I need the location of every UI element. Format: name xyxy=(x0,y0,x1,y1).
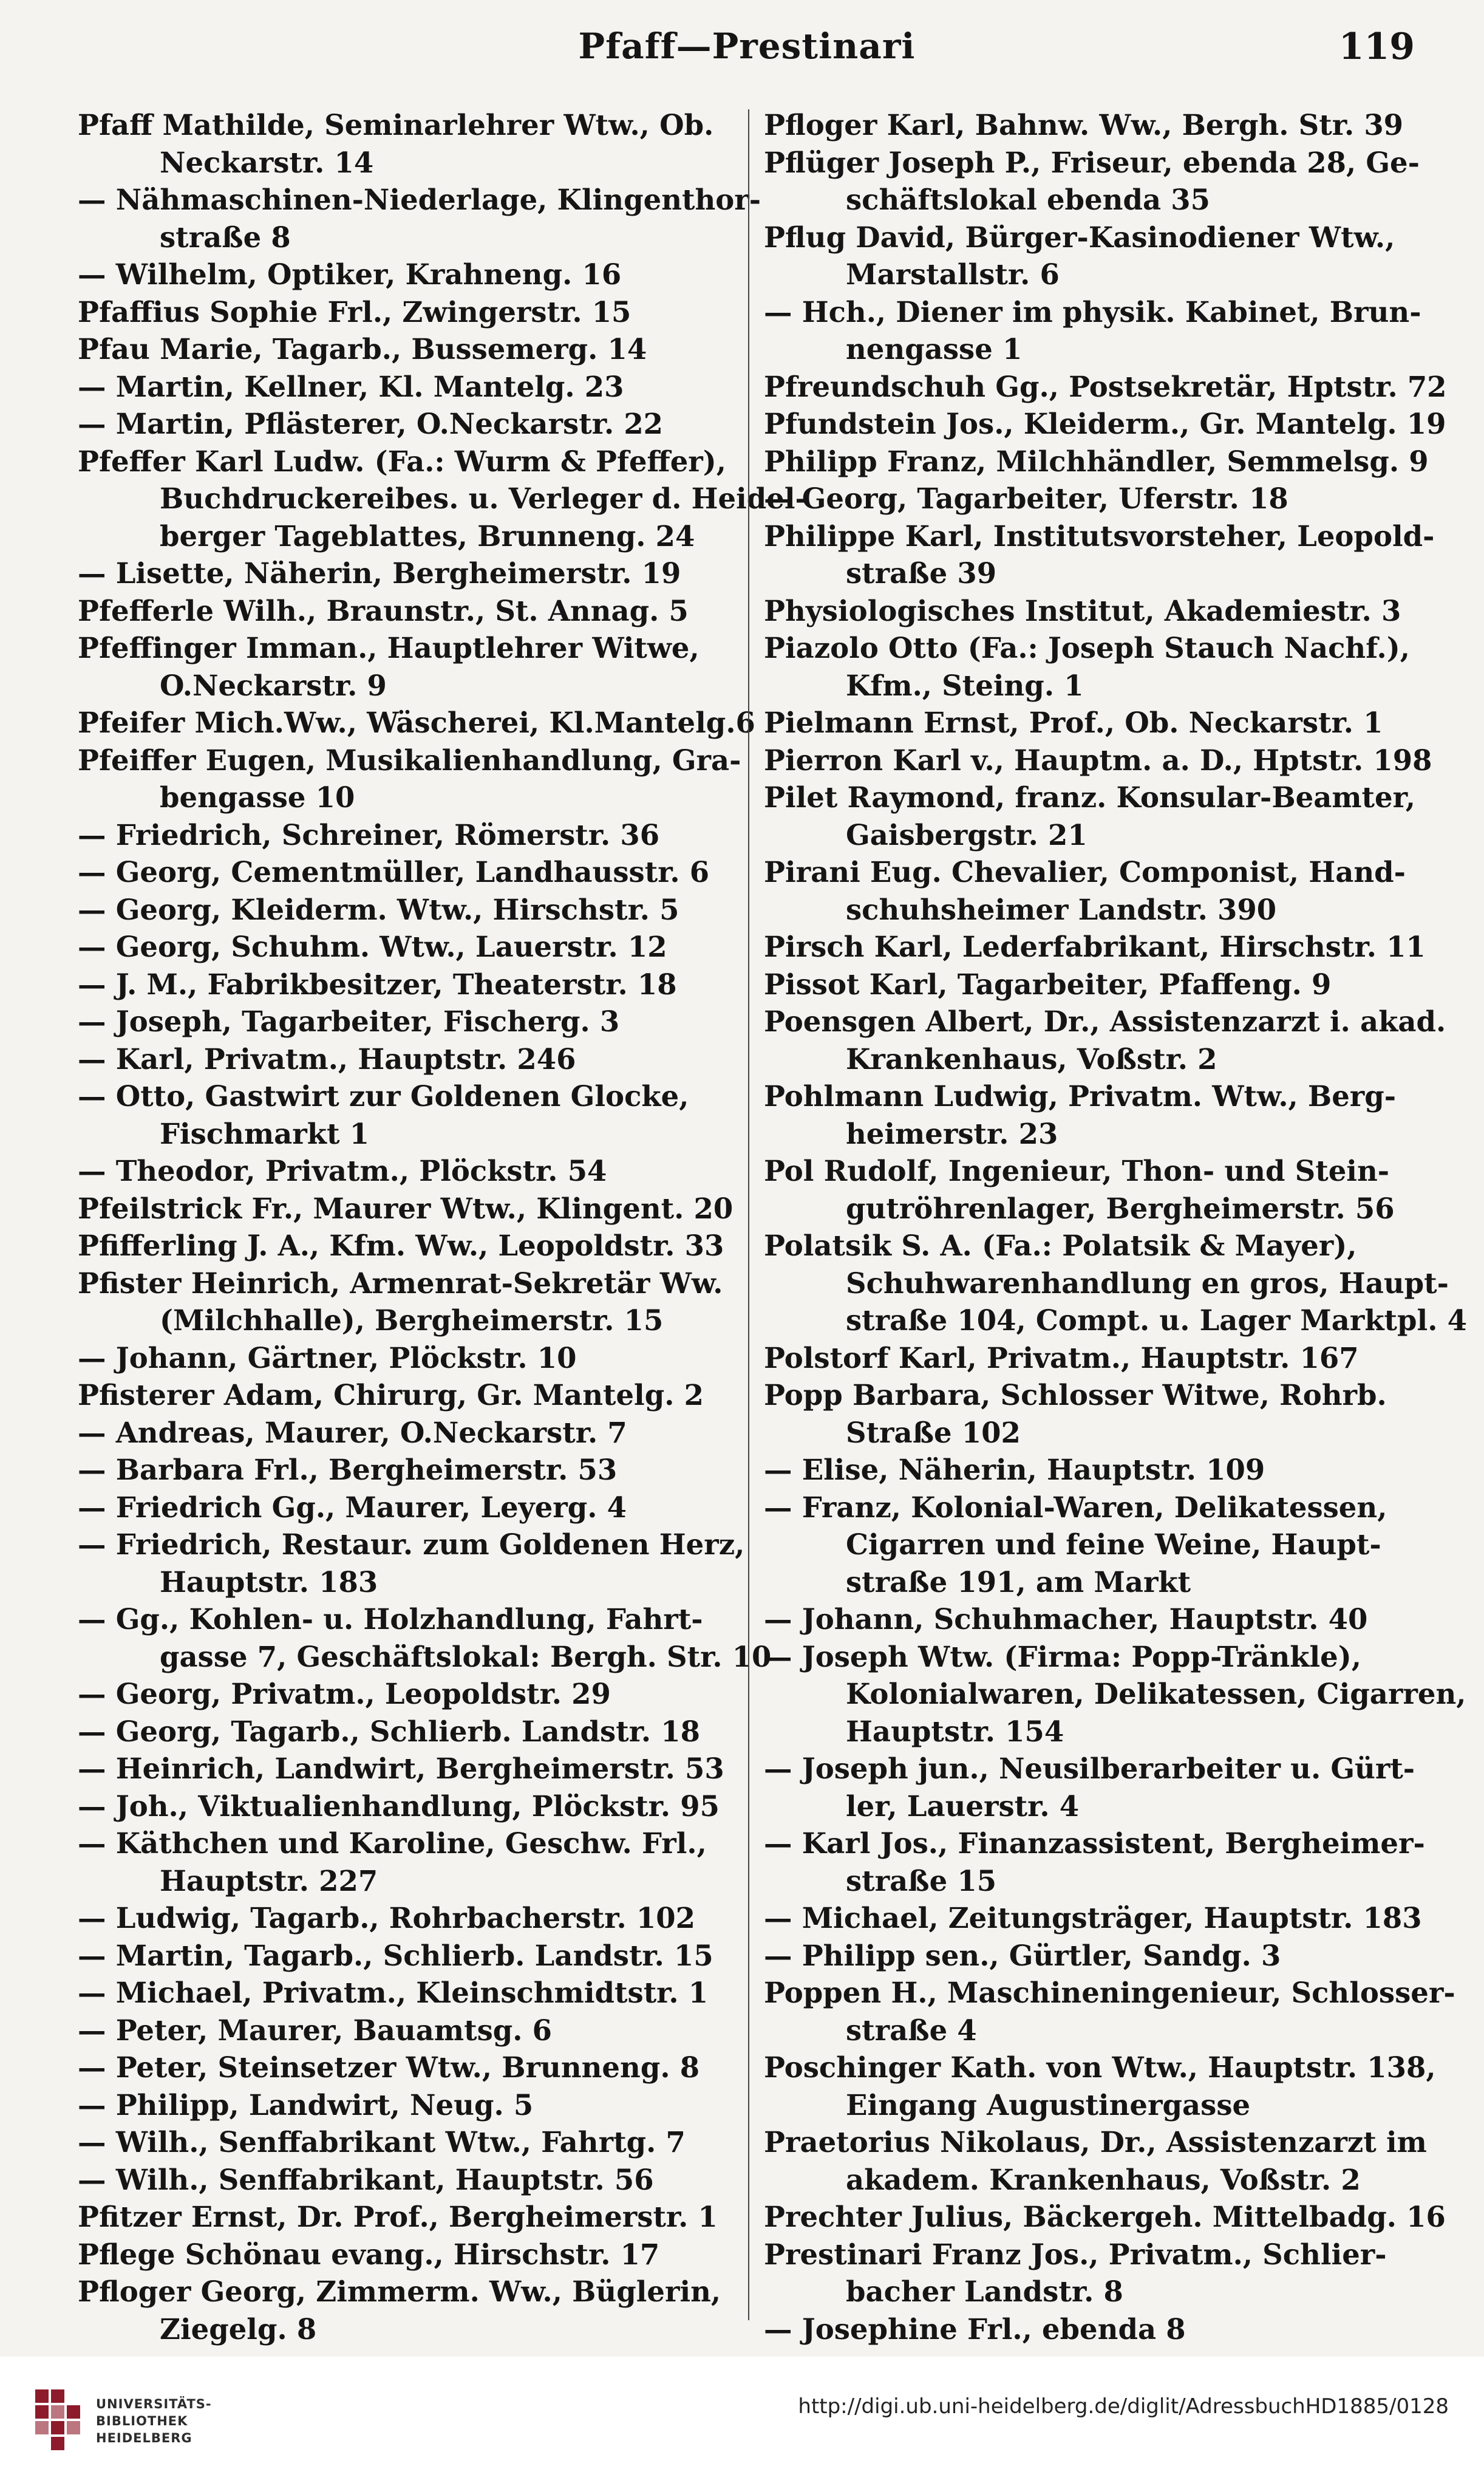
directory-entry-line: Pflug David, Bürger-Kasinodiener Wtw., xyxy=(764,220,1395,254)
column-divider xyxy=(748,109,749,2320)
page-header xyxy=(79,26,1415,80)
directory-entry-line: Pilet Raymond, franz. Konsular-Beamter, xyxy=(764,780,1415,814)
entry-continuation-line: bengasse 10 xyxy=(160,780,355,814)
directory-entry-line: — Philipp sen., Gürtler, Sandg. 3 xyxy=(764,1938,1281,1972)
directory-entry-line: Pfister Heinrich, Armenrat-Sekretär Ww. xyxy=(78,1266,723,1300)
directory-entry-line: — Philipp, Landwirt, Neug. 5 xyxy=(78,2088,534,2122)
directory-entry-line: — Andreas, Maurer, O.Neckarstr. 7 xyxy=(78,1415,627,1449)
directory-entry-line: — Georg, Privatm., Leopoldstr. 29 xyxy=(78,1677,611,1710)
directory-entry-line: Pfeilstrick Fr., Maurer Wtw., Klingent. 20 xyxy=(78,1191,733,1225)
entry-continuation-line: Ziegelg. 8 xyxy=(160,2312,317,2346)
directory-entry-line: — Peter, Steinsetzer Wtw., Brunneng. 8 xyxy=(78,2051,700,2084)
directory-entry-line: Pielmann Ernst, Prof., Ob. Neckarstr. 1 xyxy=(764,706,1383,739)
directory-entry-line: — Karl Jos., Finanzassistent, Bergheimer- xyxy=(764,1826,1425,1860)
entry-continuation-line: straße 8 xyxy=(160,220,291,254)
directory-entry-line: — Joseph Wtw. (Firma: Popp-Tränkle), xyxy=(764,1639,1361,1673)
directory-entry-line: — Martin, Kellner, Kl. Mantelg. 23 xyxy=(78,369,624,403)
directory-entry-line: Pol Rudolf, Ingenieur, Thon- und Stein- xyxy=(764,1154,1390,1187)
entry-continuation-line: Gaisbergstr. 21 xyxy=(846,818,1087,852)
logo-line-3: HEIDELBERG xyxy=(96,2431,192,2445)
directory-entry-line: — Martin, Tagarb., Schlierb. Landstr. 15 xyxy=(78,1938,713,1972)
entry-continuation-line: Fischmarkt 1 xyxy=(160,1116,370,1150)
directory-entry-line: Pfau Marie, Tagarb., Bussemerg. 14 xyxy=(78,332,647,366)
directory-entry-line: — Georg, Tagarb., Schlierb. Landstr. 18 xyxy=(78,1714,701,1748)
left-column xyxy=(78,106,807,2348)
directory-entry-line: — Michael, Zeitungsträger, Hauptstr. 183 xyxy=(764,1901,1422,1935)
directory-entry-line: — Elise, Näherin, Hauptstr. 109 xyxy=(764,1453,1265,1486)
directory-entry-line: Pissot Karl, Tagarbeiter, Pfaffeng. 9 xyxy=(764,967,1332,1001)
entry-continuation-line: straße 104, Compt. u. Lager Marktpl. 4 xyxy=(846,1303,1467,1337)
directory-entry-line: — Barbara Frl., Bergheimerstr. 53 xyxy=(78,1453,618,1486)
entry-continuation-line: Cigarren und feine Weine, Haupt- xyxy=(846,1528,1381,1561)
directory-entry-line: Pfefferle Wilh., Braunstr., St. Annag. 5 xyxy=(78,593,689,627)
directory-entry-line: Pfaffius Sophie Frl., Zwingerstr. 15 xyxy=(78,295,631,329)
directory-entry-line: Pfaff Mathilde, Seminarlehrer Wtw., Ob. xyxy=(78,108,714,142)
entry-continuation-line: berger Tageblattes, Brunneng. 24 xyxy=(160,519,695,553)
directory-entry-line: Pfisterer Adam, Chirurg, Gr. Mantelg. 2 xyxy=(78,1378,704,1412)
directory-entry-line: — Johann, Gärtner, Plöckstr. 10 xyxy=(78,1341,577,1375)
directory-entry-line: — Martin, Pflästerer, O.Neckarstr. 22 xyxy=(78,407,664,440)
entry-continuation-line: straße 4 xyxy=(846,2013,977,2047)
entry-continuation-line: heimerstr. 23 xyxy=(846,1116,1058,1150)
entry-continuation-line: straße 39 xyxy=(846,556,997,590)
directory-entry-line: Pflüger Joseph P., Friseur, ebenda 28, Ge- xyxy=(764,145,1420,179)
directory-entry-line: — Friedrich, Restaur. zum Goldenen Herz, xyxy=(78,1528,745,1561)
running-title: Pfaff—Prestinari xyxy=(578,26,916,67)
entry-continuation-line: Eingang Augustinergasse xyxy=(846,2088,1251,2122)
entry-continuation-line: schäftslokal ebenda 35 xyxy=(846,183,1211,216)
logo-line-1: UNIVERSITÄTS- xyxy=(96,2397,212,2411)
directory-entry-line: Poensgen Albert, Dr., Assistenzarzt i. akad. xyxy=(764,1005,1446,1038)
directory-entry-line: Pfloger Karl, Bahnw. Ww., Bergh. Str. 39 xyxy=(764,108,1404,142)
directory-entry-line: — Wilh., Senffabrikant, Hauptstr. 56 xyxy=(78,2162,654,2196)
entry-continuation-line: gasse 7, Geschäftslokal: Bergh. Str. 10 xyxy=(160,1639,772,1673)
directory-entry-line: — Josephine Frl., ebenda 8 xyxy=(764,2312,1186,2346)
footer-bar xyxy=(0,2357,1484,2483)
right-column xyxy=(764,106,1467,2348)
entry-continuation-line: Hauptstr. 183 xyxy=(160,1565,378,1599)
directory-entry-line: — Georg, Kleiderm. Wtw., Hirschstr. 5 xyxy=(78,892,679,926)
directory-entry-line: — Otto, Gastwirt zur Goldenen Glocke, xyxy=(78,1079,689,1113)
directory-entry-line: — J. M., Fabrikbesitzer, Theaterstr. 18 xyxy=(78,967,677,1001)
directory-entry-line: — Georg, Schuhm. Wtw., Lauerstr. 12 xyxy=(78,930,667,963)
directory-entry-line: — Nähmaschinen-Niederlage, Klingenthor- xyxy=(78,183,761,216)
logo-line-2: BIBLIOTHEK xyxy=(96,2414,188,2428)
page-number: 119 xyxy=(1338,26,1415,68)
directory-entry-line: — Hch., Diener im physik. Kabinet, Brun- xyxy=(764,295,1421,329)
directory-entry-line: Pirani Eug. Chevalier, Componist, Hand- xyxy=(764,855,1406,889)
directory-entry-line: — Georg, Cementmüller, Landhausstr. 6 xyxy=(78,855,710,889)
entry-continuation-line: Hauptstr. 154 xyxy=(846,1714,1064,1748)
directory-entry-line: Philippe Karl, Institutsvorsteher, Leopold- xyxy=(764,519,1435,553)
directory-entry-line: — Ludwig, Tagarb., Rohrbacherstr. 102 xyxy=(78,1901,695,1935)
entry-continuation-line: Kfm., Steing. 1 xyxy=(846,668,1084,702)
entry-continuation-line: (Milchhalle), Bergheimerstr. 15 xyxy=(160,1303,664,1337)
entry-continuation-line: straße 191, am Markt xyxy=(846,1565,1191,1599)
directory-entry-line: Pirsch Karl, Lederfabrikant, Hirschstr. 11 xyxy=(764,930,1426,963)
directory-entry-line: — Friedrich Gg., Maurer, Leyerg. 4 xyxy=(78,1490,627,1524)
entry-continuation-line: nengasse 1 xyxy=(846,332,1023,366)
directory-entry-line: — Michael, Privatm., Kleinschmidtstr. 1 xyxy=(78,1976,709,2009)
entry-continuation-line: Krankenhaus, Voßstr. 2 xyxy=(846,1042,1217,1076)
directory-entry-line: — Heinrich, Landwirt, Bergheimerstr. 53 xyxy=(78,1752,724,1785)
entry-continuation-line: gutröhrenlager, Bergheimerstr. 56 xyxy=(846,1191,1395,1225)
directory-entry-line: Piazolo Otto (Fa.: Joseph Stauch Nachf.), xyxy=(764,631,1410,664)
directory-entry-line: — Joseph jun., Neusilberarbeiter u. Gürt- xyxy=(764,1752,1415,1785)
directory-entry-line: Polatsik S. A. (Fa.: Polatsik & Mayer), xyxy=(764,1229,1357,1262)
entry-continuation-line: bacher Landstr. 8 xyxy=(846,2275,1123,2308)
entry-continuation-line: straße 15 xyxy=(846,1863,997,1897)
source-url-link[interactable]: http://digi.ub.uni-heidelberg.de/diglit/AdressbuchHD1885/0128 xyxy=(798,2394,1449,2419)
directory-entry-line: Popp Barbara, Schlosser Witwe, Rohrb. xyxy=(764,1378,1387,1412)
directory-entry-line: — Karl, Privatm., Hauptstr. 246 xyxy=(78,1042,576,1076)
entry-continuation-line: Schuhwarenhandlung en gros, Haupt- xyxy=(846,1266,1449,1300)
directory-entry-line: Polstorf Karl, Privatm., Hauptstr. 167 xyxy=(764,1341,1359,1375)
directory-entry-line: — Lisette, Näherin, Bergheimerstr. 19 xyxy=(78,556,681,590)
directory-entry-line: Pflege Schönau evang., Hirschstr. 17 xyxy=(78,2237,660,2271)
entry-continuation-line: Kolonialwaren, Delikatessen, Cigarren, xyxy=(846,1677,1466,1710)
directory-entry-line: Pfeiffer Eugen, Musikalienhandlung, Gra- xyxy=(78,743,741,777)
directory-entry-line: Praetorius Nikolaus, Dr., Assistenzarzt im xyxy=(764,2125,1427,2159)
entry-continuation-line: schuhsheimer Landstr. 390 xyxy=(846,892,1277,926)
directory-entry-line: — Joh., Viktualienhandlung, Plöckstr. 95 xyxy=(78,1789,720,1823)
entry-continuation-line: Neckarstr. 14 xyxy=(160,145,374,179)
directory-entry-line: Pfitzer Ernst, Dr. Prof., Bergheimerstr. 1 xyxy=(78,2200,718,2233)
directory-entry-line: — Wilhelm, Optiker, Krahneng. 16 xyxy=(78,258,622,291)
entry-continuation-line: Marstallstr. 6 xyxy=(846,258,1060,291)
directory-entry-line: — Johann, Schuhmacher, Hauptstr. 40 xyxy=(764,1602,1368,1636)
directory-entry-line: Pfundstein Jos., Kleiderm., Gr. Mantelg. 19 xyxy=(764,407,1446,440)
entry-continuation-line: Buchdruckereibes. u. Verleger d. Heidel- xyxy=(160,482,807,515)
directory-entry-line: — Friedrich, Schreiner, Römerstr. 36 xyxy=(78,818,660,852)
directory-entry-line: Pfloger Georg, Zimmerm. Ww., Büglerin, xyxy=(78,2275,721,2308)
library-logo[interactable] xyxy=(35,2389,236,2456)
directory-entry-line: Pfifferling J. A., Kfm. Ww., Leopoldstr. 33 xyxy=(78,1229,724,1262)
entry-continuation-line: Straße 102 xyxy=(846,1415,1021,1449)
directory-entry-line: — Franz, Kolonial-Waren, Delikatessen, xyxy=(764,1490,1387,1524)
directory-entry-line: — Georg, Tagarbeiter, Uferstr. 18 xyxy=(764,482,1288,515)
directory-entry-line: Philipp Franz, Milchhändler, Semmelsg. 9 xyxy=(764,444,1429,478)
directory-entry-line: Physiologisches Institut, Akademiestr. 3 xyxy=(764,593,1401,627)
entry-continuation-line: akadem. Krankenhaus, Voßstr. 2 xyxy=(846,2162,1361,2196)
directory-entry-line: Pierron Karl v., Hauptm. a. D., Hptstr. 198 xyxy=(764,743,1432,777)
directory-entry-line: Pfeffinger Imman., Hauptlehrer Witwe, xyxy=(78,631,699,664)
directory-entry-line: Pfeffer Karl Ludw. (Fa.: Wurm & Pfeffer), xyxy=(78,444,726,478)
entry-continuation-line: Hauptstr. 227 xyxy=(160,1863,378,1897)
directory-entry-line: Poppen H., Maschineningenieur, Schlosser- xyxy=(764,1976,1455,2009)
directory-entry-line: — Gg., Kohlen- u. Holzhandlung, Fahrt- xyxy=(78,1602,703,1636)
directory-entry-line: — Joseph, Tagarbeiter, Fischerg. 3 xyxy=(78,1005,620,1038)
directory-entry-line: Poschinger Kath. von Wtw., Hauptstr. 138, xyxy=(764,2051,1436,2084)
directory-entry-line: Prechter Julius, Bäckergeh. Mittelbadg. 16 xyxy=(764,2200,1446,2233)
directory-entry-line: — Peter, Maurer, Bauamtsg. 6 xyxy=(78,2013,553,2047)
directory-entry-line: Pfeifer Mich.Ww., Wäscherei, Kl.Mantelg.6 xyxy=(78,706,755,739)
directory-entry-line: Pohlmann Ludwig, Privatm. Wtw., Berg- xyxy=(764,1079,1397,1113)
directory-entry-line: Pfreundschuh Gg., Postsekretär, Hptstr. 72 xyxy=(764,369,1447,403)
library-logo-mark xyxy=(35,2389,90,2450)
entry-continuation-line: ler, Lauerstr. 4 xyxy=(846,1789,1080,1823)
directory-entry-line: — Theodor, Privatm., Plöckstr. 54 xyxy=(78,1154,607,1187)
directory-entry-line: — Käthchen und Karoline, Geschw. Frl., xyxy=(78,1826,707,1860)
directory-entry-line: — Wilh., Senffabrikant Wtw., Fahrtg. 7 xyxy=(78,2125,686,2159)
directory-entry-line: Prestinari Franz Jos., Privatm., Schlier- xyxy=(764,2237,1387,2271)
entry-continuation-line: O.Neckarstr. 9 xyxy=(160,668,387,702)
